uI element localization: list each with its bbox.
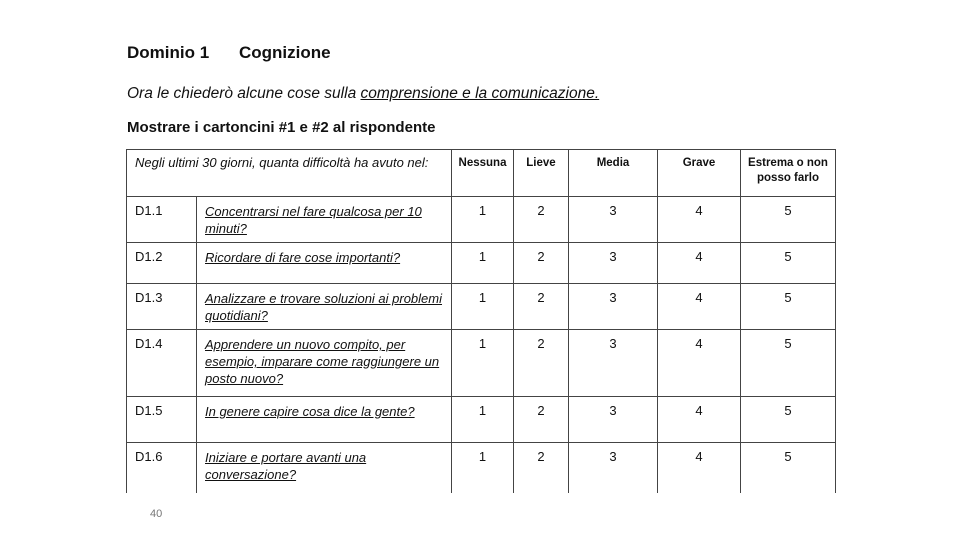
item-question-text: In genere capire cosa dice la gente? bbox=[205, 404, 415, 419]
response-option: 4 bbox=[658, 397, 741, 443]
table-row bbox=[127, 284, 836, 330]
table-row bbox=[127, 330, 836, 397]
response-option: 1 bbox=[452, 397, 514, 443]
table-row bbox=[127, 197, 836, 243]
response-option: 2 bbox=[514, 443, 569, 495]
response-option: 3 bbox=[569, 284, 658, 330]
response-option: 4 bbox=[658, 443, 741, 495]
instruction-text: Mostrare i cartoncini #1 e #2 al rispondente bbox=[127, 119, 436, 136]
response-option: 5 bbox=[741, 284, 836, 330]
response-option: 3 bbox=[569, 243, 658, 284]
table-row bbox=[127, 243, 836, 284]
intro-emphasis: comprensione e la comunicazione. bbox=[360, 85, 600, 102]
response-option: 3 bbox=[569, 397, 658, 443]
response-option: 1 bbox=[452, 197, 514, 243]
table-row bbox=[127, 443, 836, 495]
item-code: D1.5 bbox=[127, 397, 197, 443]
response-option: 3 bbox=[569, 443, 658, 495]
column-header: Media bbox=[569, 150, 658, 197]
response-option: 4 bbox=[658, 197, 741, 243]
item-question-text: Concentrarsi nel fare qualcosa per 10 minuti? bbox=[205, 204, 422, 236]
item-question-text: Ricordare di fare cose importanti? bbox=[205, 250, 401, 265]
table-row bbox=[127, 397, 836, 443]
item-question bbox=[197, 397, 452, 443]
column-header: Estrema o non posso farlo bbox=[741, 150, 836, 197]
item-question bbox=[197, 443, 452, 495]
page-bottom-margin bbox=[120, 493, 840, 540]
page-number: 40 bbox=[150, 508, 163, 520]
item-code: D1.4 bbox=[127, 330, 197, 397]
column-header: Lieve bbox=[514, 150, 569, 197]
item-question bbox=[197, 243, 452, 284]
response-option: 2 bbox=[514, 330, 569, 397]
response-option: 3 bbox=[569, 330, 658, 397]
domain-heading bbox=[127, 43, 331, 63]
column-header: Nessuna bbox=[452, 150, 514, 197]
response-option: 2 bbox=[514, 284, 569, 330]
response-option: 1 bbox=[452, 284, 514, 330]
domain-number: Dominio 1 bbox=[127, 43, 210, 62]
response-option: 5 bbox=[741, 197, 836, 243]
response-option: 5 bbox=[741, 397, 836, 443]
response-option: 1 bbox=[452, 443, 514, 495]
question-table bbox=[126, 149, 836, 495]
item-question-text: Apprendere un nuovo compito, per esempio, imparare come raggiungere un posto nuovo? bbox=[205, 337, 440, 386]
response-option: 5 bbox=[741, 243, 836, 284]
response-option: 5 bbox=[741, 330, 836, 397]
intro-text bbox=[127, 85, 599, 103]
question-header: Negli ultimi 30 giorni, quanta difficoltà ha avuto nel: bbox=[127, 150, 452, 197]
item-question bbox=[197, 330, 452, 397]
response-option: 2 bbox=[514, 197, 569, 243]
item-code: D1.3 bbox=[127, 284, 197, 330]
domain-title: Cognizione bbox=[239, 43, 331, 62]
item-question bbox=[197, 284, 452, 330]
response-option: 2 bbox=[514, 397, 569, 443]
column-header: Grave bbox=[658, 150, 741, 197]
item-code: D1.6 bbox=[127, 443, 197, 495]
item-code: D1.1 bbox=[127, 197, 197, 243]
item-question-text: Iniziare e portare avanti una conversazione? bbox=[205, 450, 367, 482]
response-option: 4 bbox=[658, 330, 741, 397]
response-option: 5 bbox=[741, 443, 836, 495]
response-option: 3 bbox=[569, 197, 658, 243]
table-header-row bbox=[127, 150, 836, 197]
item-question-text: Analizzare e trovare soluzioni ai problemi quotidiani? bbox=[205, 291, 443, 323]
response-option: 2 bbox=[514, 243, 569, 284]
response-option: 4 bbox=[658, 284, 741, 330]
response-option: 1 bbox=[452, 243, 514, 284]
item-code: D1.2 bbox=[127, 243, 197, 284]
item-question bbox=[197, 197, 452, 243]
response-option: 4 bbox=[658, 243, 741, 284]
intro-prefix: Ora le chiederò alcune cose sulla bbox=[127, 85, 361, 102]
response-option: 1 bbox=[452, 330, 514, 397]
